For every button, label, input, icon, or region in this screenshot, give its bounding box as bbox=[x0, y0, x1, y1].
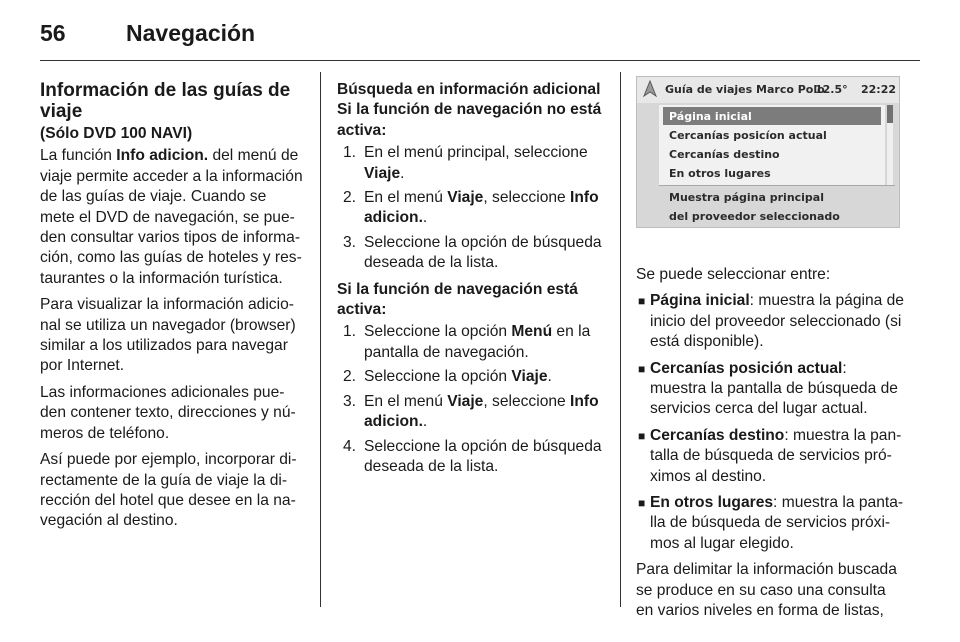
text: , seleccione bbox=[483, 189, 571, 207]
step-item bbox=[337, 367, 607, 387]
text: Seleccione la opción de búsqueda deseada de la lista. bbox=[364, 233, 602, 272]
step-item bbox=[337, 392, 607, 433]
paragraph: Para delimitar la información buscada se produce en su caso una consulta en varios niveles en forma de listas, bbox=[636, 561, 897, 620]
temperature: 12.5° bbox=[815, 83, 848, 96]
menu-term: Info adicion. bbox=[364, 189, 599, 227]
section-heading: Información de las guías de viaje bbox=[40, 80, 291, 122]
step-number: 2. bbox=[343, 368, 357, 386]
step-item bbox=[337, 188, 607, 229]
column-divider bbox=[620, 72, 621, 607]
option-item bbox=[636, 291, 904, 352]
screen-menu-item-selected[interactable] bbox=[663, 107, 881, 125]
paragraph: Las informaciones adicionales pueden contener texto, direcciones y números de teléfono. bbox=[40, 383, 296, 442]
text: . bbox=[422, 413, 428, 431]
option-item bbox=[636, 359, 904, 420]
text: en la pantalla de navegación. bbox=[364, 323, 591, 361]
page-header bbox=[40, 14, 920, 58]
step-item bbox=[337, 322, 607, 363]
step-item bbox=[337, 437, 607, 478]
text: En el menú bbox=[364, 189, 448, 207]
options-list bbox=[636, 291, 904, 554]
navigation-screen-image bbox=[636, 76, 900, 228]
header-divider bbox=[40, 60, 920, 61]
column-divider bbox=[320, 72, 321, 607]
paragraph: Para visualizar la información adicional se utiliza un navegador (browser) similar a los utilizados para navegar por Internet. bbox=[40, 296, 296, 375]
text: Seleccione la opción bbox=[364, 323, 512, 341]
step-number: 2. bbox=[343, 189, 357, 207]
bullet-icon: ■ bbox=[638, 496, 646, 511]
option-item bbox=[636, 493, 904, 554]
section-subheading: (Sólo DVD 100 NAVI) bbox=[40, 125, 193, 142]
menu-term: Menú bbox=[511, 323, 553, 341]
text: . bbox=[422, 209, 428, 227]
menu-item-label: Página inicial bbox=[669, 110, 752, 123]
menu-term: Viaje bbox=[447, 189, 484, 207]
subsection-heading: Si la función de navegación está activa: bbox=[337, 280, 578, 319]
screen-scroll-thumb[interactable] bbox=[887, 105, 893, 123]
step-number: 1. bbox=[343, 144, 357, 162]
screen-menu-item[interactable]: Cercanías destino bbox=[669, 148, 780, 161]
screen-title: Guía de viajes Marco Polo bbox=[665, 83, 825, 96]
text: Seleccione la opción de búsqueda deseada de la lista. bbox=[364, 437, 602, 475]
text: : muestra la página de inicio del proveedor seleccionado (si está disponible). bbox=[650, 292, 904, 351]
steps-list-inactive bbox=[337, 143, 607, 273]
step-item bbox=[337, 143, 607, 184]
paragraph: Se puede seleccionar entre: bbox=[636, 266, 831, 283]
text: La función bbox=[40, 147, 117, 165]
screen-divider bbox=[659, 185, 895, 186]
column-2 bbox=[337, 80, 607, 483]
screen-menu-item[interactable]: En otros lugares bbox=[669, 167, 771, 180]
screen-help-text: del proveedor seleccionado bbox=[669, 210, 840, 223]
menu-term: Info adicion. bbox=[116, 147, 209, 165]
column-1 bbox=[40, 80, 304, 538]
text: . bbox=[547, 368, 552, 386]
page-title: Navegación bbox=[126, 20, 256, 46]
screen-help-text: Muestra página principal bbox=[669, 191, 825, 204]
step-number: 4. bbox=[343, 437, 357, 455]
step-number: 1. bbox=[343, 323, 357, 341]
step-number: 3. bbox=[343, 233, 357, 251]
text: : muestra la pantalla de búsqueda de servicios próximos al destino. bbox=[650, 426, 902, 485]
option-term: Cercanías destino bbox=[650, 426, 785, 444]
text: . bbox=[400, 164, 405, 182]
page-number: 56 bbox=[40, 20, 66, 46]
subsection-heading: Si la función de navegación no está activa: bbox=[337, 101, 602, 139]
column-3 bbox=[636, 265, 904, 628]
clock: 22:22 bbox=[861, 83, 897, 96]
paragraph bbox=[40, 146, 304, 289]
navigation-arrow-icon bbox=[643, 80, 657, 98]
text: En el menú bbox=[364, 392, 448, 410]
bullet-icon: ■ bbox=[638, 361, 646, 376]
steps-list-active bbox=[337, 322, 607, 477]
text: : muestra la pantalla de búsqueda de servicios próximos al lugar elegido. bbox=[650, 494, 904, 552]
step-number: 3. bbox=[343, 392, 357, 410]
text: , seleccione bbox=[483, 392, 571, 410]
paragraph: Así puede por ejemplo, incorporar directamente de la guía de viaje la dirección del hotel que desee en la navegación al destino. bbox=[40, 451, 297, 530]
text: En el menú principal, seleccione bbox=[364, 144, 588, 162]
text: : muestra la pantalla de búsqueda de servicios cerca del lugar actual. bbox=[650, 359, 898, 418]
text: del menú de viaje permite acceder a la información de las guías de viaje. Cuando se mete el DVD de navegación, se pueden consultar varios tipos de información, como las guías de hoteles y restaurantes o la información turística. bbox=[40, 147, 303, 287]
screen-menu-item[interactable]: Cercanías posicíon actual bbox=[669, 129, 827, 142]
option-term: Página inicial bbox=[650, 292, 750, 310]
screen-title-bar bbox=[637, 77, 899, 103]
step-item bbox=[337, 233, 607, 274]
option-item bbox=[636, 426, 904, 487]
bullet-icon: ■ bbox=[638, 428, 646, 443]
menu-term: Viaje bbox=[364, 164, 401, 182]
section-heading: Búsqueda en información adicional bbox=[337, 81, 601, 98]
menu-term: Viaje bbox=[511, 368, 548, 386]
bullet-icon: ■ bbox=[638, 294, 646, 309]
menu-term: Info adicion. bbox=[364, 392, 599, 431]
option-term: Cercanías posición actual bbox=[650, 359, 843, 377]
option-term: En otros lugares bbox=[650, 494, 774, 512]
menu-term: Viaje bbox=[447, 392, 484, 410]
text: Seleccione la opción bbox=[364, 368, 512, 386]
